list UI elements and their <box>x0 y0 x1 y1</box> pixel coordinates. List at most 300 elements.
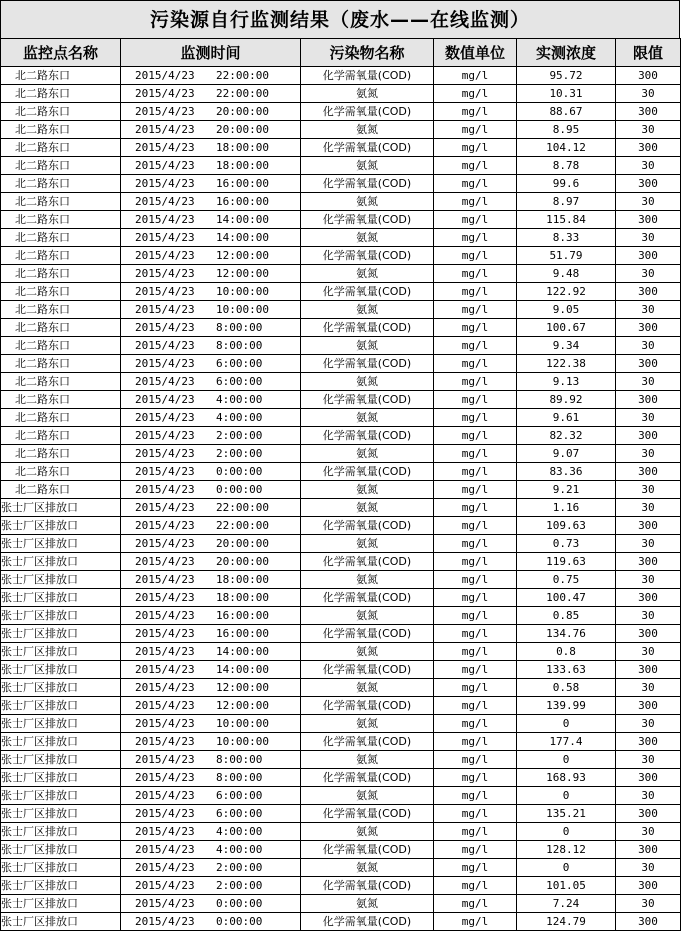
cell-site: 北二路东口 <box>1 445 121 463</box>
cell-date-text: 2015/4/23 <box>135 87 195 100</box>
cell-time <box>121 679 301 697</box>
header-pollutant: 污染物名称 <box>301 39 434 67</box>
cell-site: 北二路东口 <box>1 211 121 229</box>
cell-date-text: 2015/4/23 <box>135 807 195 820</box>
cell-date-text: 2015/4/23 <box>135 249 195 262</box>
cell-value: 9.34 <box>517 337 616 355</box>
cell-time <box>121 697 301 715</box>
cell-limit: 30 <box>616 85 681 103</box>
cell-time <box>121 517 301 535</box>
cell-pollutant: 化学需氧量(COD) <box>301 517 434 535</box>
cell-time-text: 8:00:00 <box>216 771 263 784</box>
cell-limit: 300 <box>616 661 681 679</box>
cell-time <box>121 427 301 445</box>
cell-date-text: 2015/4/23 <box>135 465 195 478</box>
cell-site: 张士厂区排放口 <box>1 751 121 769</box>
cell-site: 北二路东口 <box>1 409 121 427</box>
cell-unit: mg/l <box>434 643 517 661</box>
table-row <box>1 67 681 85</box>
cell-pollutant: 氨氮 <box>301 229 434 247</box>
cell-site: 北二路东口 <box>1 193 121 211</box>
cell-value: 122.38 <box>517 355 616 373</box>
cell-time <box>121 85 301 103</box>
cell-pollutant: 氨氮 <box>301 301 434 319</box>
cell-date-text: 2015/4/23 <box>135 771 195 784</box>
cell-date-text: 2015/4/23 <box>135 303 195 316</box>
cell-time <box>121 661 301 679</box>
cell-limit: 300 <box>616 589 681 607</box>
cell-limit: 300 <box>616 139 681 157</box>
table-row <box>1 733 681 751</box>
cell-limit: 30 <box>616 715 681 733</box>
cell-time <box>121 229 301 247</box>
cell-site: 北二路东口 <box>1 355 121 373</box>
cell-date-text: 2015/4/23 <box>135 681 195 694</box>
cell-value: 9.05 <box>517 301 616 319</box>
cell-site: 北二路东口 <box>1 427 121 445</box>
cell-time-text: 0:00:00 <box>216 897 263 910</box>
cell-limit: 30 <box>616 571 681 589</box>
table-row <box>1 301 681 319</box>
cell-value: 83.36 <box>517 463 616 481</box>
cell-value: 134.76 <box>517 625 616 643</box>
cell-site: 张士厂区排放口 <box>1 841 121 859</box>
cell-limit: 300 <box>616 841 681 859</box>
cell-value: 0.8 <box>517 643 616 661</box>
cell-pollutant: 氨氮 <box>301 265 434 283</box>
cell-time <box>121 571 301 589</box>
cell-value: 139.99 <box>517 697 616 715</box>
cell-limit: 300 <box>616 175 681 193</box>
cell-time-text: 2:00:00 <box>216 447 263 460</box>
cell-limit: 30 <box>616 481 681 499</box>
cell-unit: mg/l <box>434 391 517 409</box>
cell-date-text: 2015/4/23 <box>135 663 195 676</box>
cell-value: 124.79 <box>517 913 616 931</box>
cell-time-text: 6:00:00 <box>216 357 263 370</box>
cell-time-text: 12:00:00 <box>216 681 269 694</box>
table-body <box>1 67 681 931</box>
cell-time-text: 2:00:00 <box>216 879 263 892</box>
cell-value: 168.93 <box>517 769 616 787</box>
cell-date-text: 2015/4/23 <box>135 357 195 370</box>
cell-date-text: 2015/4/23 <box>135 195 195 208</box>
cell-limit: 30 <box>616 193 681 211</box>
cell-limit: 30 <box>616 535 681 553</box>
cell-time <box>121 409 301 427</box>
cell-time-text: 10:00:00 <box>216 735 269 748</box>
table-row <box>1 445 681 463</box>
table-row <box>1 193 681 211</box>
cell-limit: 300 <box>616 553 681 571</box>
cell-value: 8.78 <box>517 157 616 175</box>
cell-date-text: 2015/4/23 <box>135 573 195 586</box>
cell-pollutant: 化学需氧量(COD) <box>301 877 434 895</box>
cell-site: 张士厂区排放口 <box>1 643 121 661</box>
cell-unit: mg/l <box>434 445 517 463</box>
cell-unit: mg/l <box>434 715 517 733</box>
table-row <box>1 787 681 805</box>
cell-value: 9.61 <box>517 409 616 427</box>
cell-limit: 300 <box>616 283 681 301</box>
cell-site: 张士厂区排放口 <box>1 805 121 823</box>
cell-date-text: 2015/4/23 <box>135 501 195 514</box>
table-row <box>1 697 681 715</box>
cell-unit: mg/l <box>434 409 517 427</box>
cell-value: 10.31 <box>517 85 616 103</box>
cell-value: 109.63 <box>517 517 616 535</box>
cell-limit: 30 <box>616 157 681 175</box>
cell-unit: mg/l <box>434 427 517 445</box>
cell-value: 0.85 <box>517 607 616 625</box>
cell-site: 张士厂区排放口 <box>1 733 121 751</box>
cell-site: 张士厂区排放口 <box>1 625 121 643</box>
cell-limit: 300 <box>616 355 681 373</box>
cell-pollutant: 化学需氧量(COD) <box>301 247 434 265</box>
cell-limit: 300 <box>616 769 681 787</box>
cell-time-text: 22:00:00 <box>216 501 269 514</box>
cell-site: 北二路东口 <box>1 337 121 355</box>
cell-time <box>121 913 301 931</box>
cell-value: 0 <box>517 859 616 877</box>
cell-time <box>121 319 301 337</box>
cell-date-text: 2015/4/23 <box>135 717 195 730</box>
cell-value: 88.67 <box>517 103 616 121</box>
cell-pollutant: 化学需氧量(COD) <box>301 319 434 337</box>
cell-time-text: 8:00:00 <box>216 753 263 766</box>
cell-time <box>121 67 301 85</box>
cell-limit: 30 <box>616 895 681 913</box>
cell-time-text: 20:00:00 <box>216 537 269 550</box>
cell-site: 张士厂区排放口 <box>1 859 121 877</box>
table-row <box>1 895 681 913</box>
cell-date-text: 2015/4/23 <box>135 735 195 748</box>
cell-limit: 30 <box>616 679 681 697</box>
cell-value: 7.24 <box>517 895 616 913</box>
cell-date-text: 2015/4/23 <box>135 411 195 424</box>
cell-time-text: 0:00:00 <box>216 483 263 496</box>
table-row <box>1 571 681 589</box>
cell-pollutant: 氨氮 <box>301 535 434 553</box>
cell-value: 119.63 <box>517 553 616 571</box>
table-row <box>1 121 681 139</box>
cell-time-text: 14:00:00 <box>216 663 269 676</box>
cell-time <box>121 841 301 859</box>
table-row <box>1 553 681 571</box>
cell-date-text: 2015/4/23 <box>135 699 195 712</box>
cell-pollutant: 化学需氧量(COD) <box>301 913 434 931</box>
cell-site: 北二路东口 <box>1 481 121 499</box>
cell-time <box>121 175 301 193</box>
cell-pollutant: 氨氮 <box>301 787 434 805</box>
cell-value: 0.58 <box>517 679 616 697</box>
cell-time <box>121 877 301 895</box>
cell-value: 95.72 <box>517 67 616 85</box>
table-row <box>1 229 681 247</box>
cell-time <box>121 157 301 175</box>
cell-date-text: 2015/4/23 <box>135 375 195 388</box>
cell-time-text: 18:00:00 <box>216 159 269 172</box>
cell-date-text: 2015/4/23 <box>135 141 195 154</box>
cell-unit: mg/l <box>434 823 517 841</box>
table-row <box>1 373 681 391</box>
cell-unit: mg/l <box>434 859 517 877</box>
cell-unit: mg/l <box>434 157 517 175</box>
cell-value: 104.12 <box>517 139 616 157</box>
cell-site: 北二路东口 <box>1 175 121 193</box>
cell-date-text: 2015/4/23 <box>135 393 195 406</box>
cell-time <box>121 553 301 571</box>
cell-date-text: 2015/4/23 <box>135 879 195 892</box>
cell-time-text: 22:00:00 <box>216 87 269 100</box>
cell-time <box>121 895 301 913</box>
cell-value: 133.63 <box>517 661 616 679</box>
table-row <box>1 391 681 409</box>
header-unit: 数值单位 <box>434 39 517 67</box>
cell-unit: mg/l <box>434 607 517 625</box>
table-row <box>1 103 681 121</box>
cell-unit: mg/l <box>434 301 517 319</box>
cell-time <box>121 247 301 265</box>
cell-site: 张士厂区排放口 <box>1 571 121 589</box>
cell-date-text: 2015/4/23 <box>135 321 195 334</box>
header-site: 监控点名称 <box>1 39 121 67</box>
cell-value: 9.48 <box>517 265 616 283</box>
cell-pollutant: 氨氮 <box>301 751 434 769</box>
cell-time-text: 6:00:00 <box>216 807 263 820</box>
cell-time-text: 8:00:00 <box>216 339 263 352</box>
table-row <box>1 625 681 643</box>
cell-time-text: 20:00:00 <box>216 555 269 568</box>
cell-time <box>121 625 301 643</box>
cell-pollutant: 氨氮 <box>301 643 434 661</box>
cell-value: 122.92 <box>517 283 616 301</box>
cell-site: 张士厂区排放口 <box>1 715 121 733</box>
cell-unit: mg/l <box>434 121 517 139</box>
cell-value: 89.92 <box>517 391 616 409</box>
cell-time-text: 16:00:00 <box>216 627 269 640</box>
cell-time-text: 18:00:00 <box>216 591 269 604</box>
cell-limit: 30 <box>616 337 681 355</box>
table-row <box>1 265 681 283</box>
cell-pollutant: 氨氮 <box>301 715 434 733</box>
cell-value: 82.32 <box>517 427 616 445</box>
cell-pollutant: 化学需氧量(COD) <box>301 103 434 121</box>
table-row <box>1 643 681 661</box>
cell-pollutant: 化学需氧量(COD) <box>301 553 434 571</box>
cell-unit: mg/l <box>434 787 517 805</box>
table-row <box>1 139 681 157</box>
cell-pollutant: 化学需氧量(COD) <box>301 67 434 85</box>
cell-date-text: 2015/4/23 <box>135 897 195 910</box>
cell-date-text: 2015/4/23 <box>135 843 195 856</box>
cell-date-text: 2015/4/23 <box>135 537 195 550</box>
cell-limit: 30 <box>616 607 681 625</box>
cell-unit: mg/l <box>434 283 517 301</box>
cell-limit: 30 <box>616 499 681 517</box>
header-value: 实测浓度 <box>517 39 616 67</box>
table-row <box>1 715 681 733</box>
cell-pollutant: 氨氮 <box>301 481 434 499</box>
cell-unit: mg/l <box>434 319 517 337</box>
cell-limit: 300 <box>616 733 681 751</box>
cell-date-text: 2015/4/23 <box>135 69 195 82</box>
table-row <box>1 499 681 517</box>
cell-limit: 30 <box>616 859 681 877</box>
table-row <box>1 589 681 607</box>
cell-unit: mg/l <box>434 85 517 103</box>
cell-date-text: 2015/4/23 <box>135 789 195 802</box>
table-row <box>1 913 681 931</box>
cell-time <box>121 643 301 661</box>
cell-time-text: 10:00:00 <box>216 717 269 730</box>
table-row <box>1 769 681 787</box>
header-time: 监测时间 <box>121 39 301 67</box>
cell-time <box>121 445 301 463</box>
cell-value: 8.33 <box>517 229 616 247</box>
cell-unit: mg/l <box>434 697 517 715</box>
cell-time <box>121 823 301 841</box>
cell-limit: 300 <box>616 67 681 85</box>
cell-unit: mg/l <box>434 733 517 751</box>
cell-time-text: 20:00:00 <box>216 105 269 118</box>
cell-time-text: 18:00:00 <box>216 141 269 154</box>
cell-site: 北二路东口 <box>1 391 121 409</box>
cell-value: 9.07 <box>517 445 616 463</box>
cell-unit: mg/l <box>434 247 517 265</box>
cell-pollutant: 化学需氧量(COD) <box>301 175 434 193</box>
cell-limit: 300 <box>616 463 681 481</box>
cell-date-text: 2015/4/23 <box>135 105 195 118</box>
table-row <box>1 409 681 427</box>
cell-pollutant: 化学需氧量(COD) <box>301 661 434 679</box>
cell-pollutant: 氨氮 <box>301 157 434 175</box>
cell-site: 张士厂区排放口 <box>1 787 121 805</box>
cell-pollutant: 化学需氧量(COD) <box>301 427 434 445</box>
cell-pollutant: 化学需氧量(COD) <box>301 391 434 409</box>
cell-limit: 300 <box>616 103 681 121</box>
cell-time-text: 4:00:00 <box>216 411 263 424</box>
cell-time-text: 2:00:00 <box>216 861 263 874</box>
cell-time-text: 4:00:00 <box>216 825 263 838</box>
cell-site: 北二路东口 <box>1 67 121 85</box>
cell-value: 8.97 <box>517 193 616 211</box>
cell-limit: 30 <box>616 265 681 283</box>
cell-limit: 300 <box>616 319 681 337</box>
table-row <box>1 823 681 841</box>
cell-date-text: 2015/4/23 <box>135 213 195 226</box>
cell-date-text: 2015/4/23 <box>135 267 195 280</box>
cell-date-text: 2015/4/23 <box>135 231 195 244</box>
cell-time <box>121 283 301 301</box>
cell-unit: mg/l <box>434 265 517 283</box>
cell-unit: mg/l <box>434 175 517 193</box>
cell-limit: 30 <box>616 409 681 427</box>
cell-time-text: 12:00:00 <box>216 267 269 280</box>
cell-unit: mg/l <box>434 193 517 211</box>
cell-date-text: 2015/4/23 <box>135 825 195 838</box>
cell-limit: 30 <box>616 301 681 319</box>
cell-pollutant: 氨氮 <box>301 679 434 697</box>
cell-date-text: 2015/4/23 <box>135 609 195 622</box>
cell-time-text: 8:00:00 <box>216 321 263 334</box>
table-row <box>1 319 681 337</box>
cell-time <box>121 499 301 517</box>
cell-unit: mg/l <box>434 463 517 481</box>
cell-unit: mg/l <box>434 913 517 931</box>
cell-unit: mg/l <box>434 229 517 247</box>
cell-time-text: 14:00:00 <box>216 645 269 658</box>
table-row <box>1 157 681 175</box>
cell-pollutant: 氨氮 <box>301 859 434 877</box>
cell-pollutant: 化学需氧量(COD) <box>301 733 434 751</box>
cell-time <box>121 859 301 877</box>
cell-time-text: 16:00:00 <box>216 609 269 622</box>
cell-pollutant: 氨氮 <box>301 571 434 589</box>
cell-pollutant: 化学需氧量(COD) <box>301 841 434 859</box>
cell-limit: 30 <box>616 121 681 139</box>
cell-time <box>121 769 301 787</box>
cell-site: 张士厂区排放口 <box>1 697 121 715</box>
cell-time <box>121 103 301 121</box>
cell-pollutant: 化学需氧量(COD) <box>301 211 434 229</box>
cell-limit: 300 <box>616 517 681 535</box>
cell-value: 9.21 <box>517 481 616 499</box>
cell-time-text: 10:00:00 <box>216 285 269 298</box>
cell-site: 北二路东口 <box>1 229 121 247</box>
cell-value: 0 <box>517 823 616 841</box>
cell-unit: mg/l <box>434 769 517 787</box>
cell-date-text: 2015/4/23 <box>135 519 195 532</box>
cell-time-text: 16:00:00 <box>216 195 269 208</box>
cell-value: 0 <box>517 715 616 733</box>
table-row <box>1 679 681 697</box>
table-row <box>1 85 681 103</box>
cell-value: 0.75 <box>517 571 616 589</box>
cell-value: 115.84 <box>517 211 616 229</box>
cell-time-text: 18:00:00 <box>216 573 269 586</box>
cell-site: 北二路东口 <box>1 283 121 301</box>
cell-pollutant: 氨氮 <box>301 373 434 391</box>
cell-time-text: 6:00:00 <box>216 375 263 388</box>
cell-time <box>121 805 301 823</box>
cell-limit: 30 <box>616 787 681 805</box>
cell-date-text: 2015/4/23 <box>135 483 195 496</box>
cell-limit: 30 <box>616 751 681 769</box>
cell-time-text: 0:00:00 <box>216 915 263 928</box>
cell-pollutant: 氨氮 <box>301 823 434 841</box>
cell-unit: mg/l <box>434 751 517 769</box>
table-row <box>1 751 681 769</box>
table-row <box>1 283 681 301</box>
cell-time-text: 10:00:00 <box>216 303 269 316</box>
cell-site: 北二路东口 <box>1 319 121 337</box>
cell-value: 99.6 <box>517 175 616 193</box>
cell-site: 张士厂区排放口 <box>1 679 121 697</box>
cell-time <box>121 391 301 409</box>
cell-limit: 300 <box>616 391 681 409</box>
cell-date-text: 2015/4/23 <box>135 861 195 874</box>
cell-pollutant: 化学需氧量(COD) <box>301 625 434 643</box>
cell-pollutant: 氨氮 <box>301 445 434 463</box>
cell-value: 9.13 <box>517 373 616 391</box>
cell-pollutant: 氨氮 <box>301 193 434 211</box>
cell-limit: 300 <box>616 247 681 265</box>
cell-site: 张士厂区排放口 <box>1 535 121 553</box>
cell-unit: mg/l <box>434 535 517 553</box>
cell-time <box>121 751 301 769</box>
cell-value: 101.05 <box>517 877 616 895</box>
